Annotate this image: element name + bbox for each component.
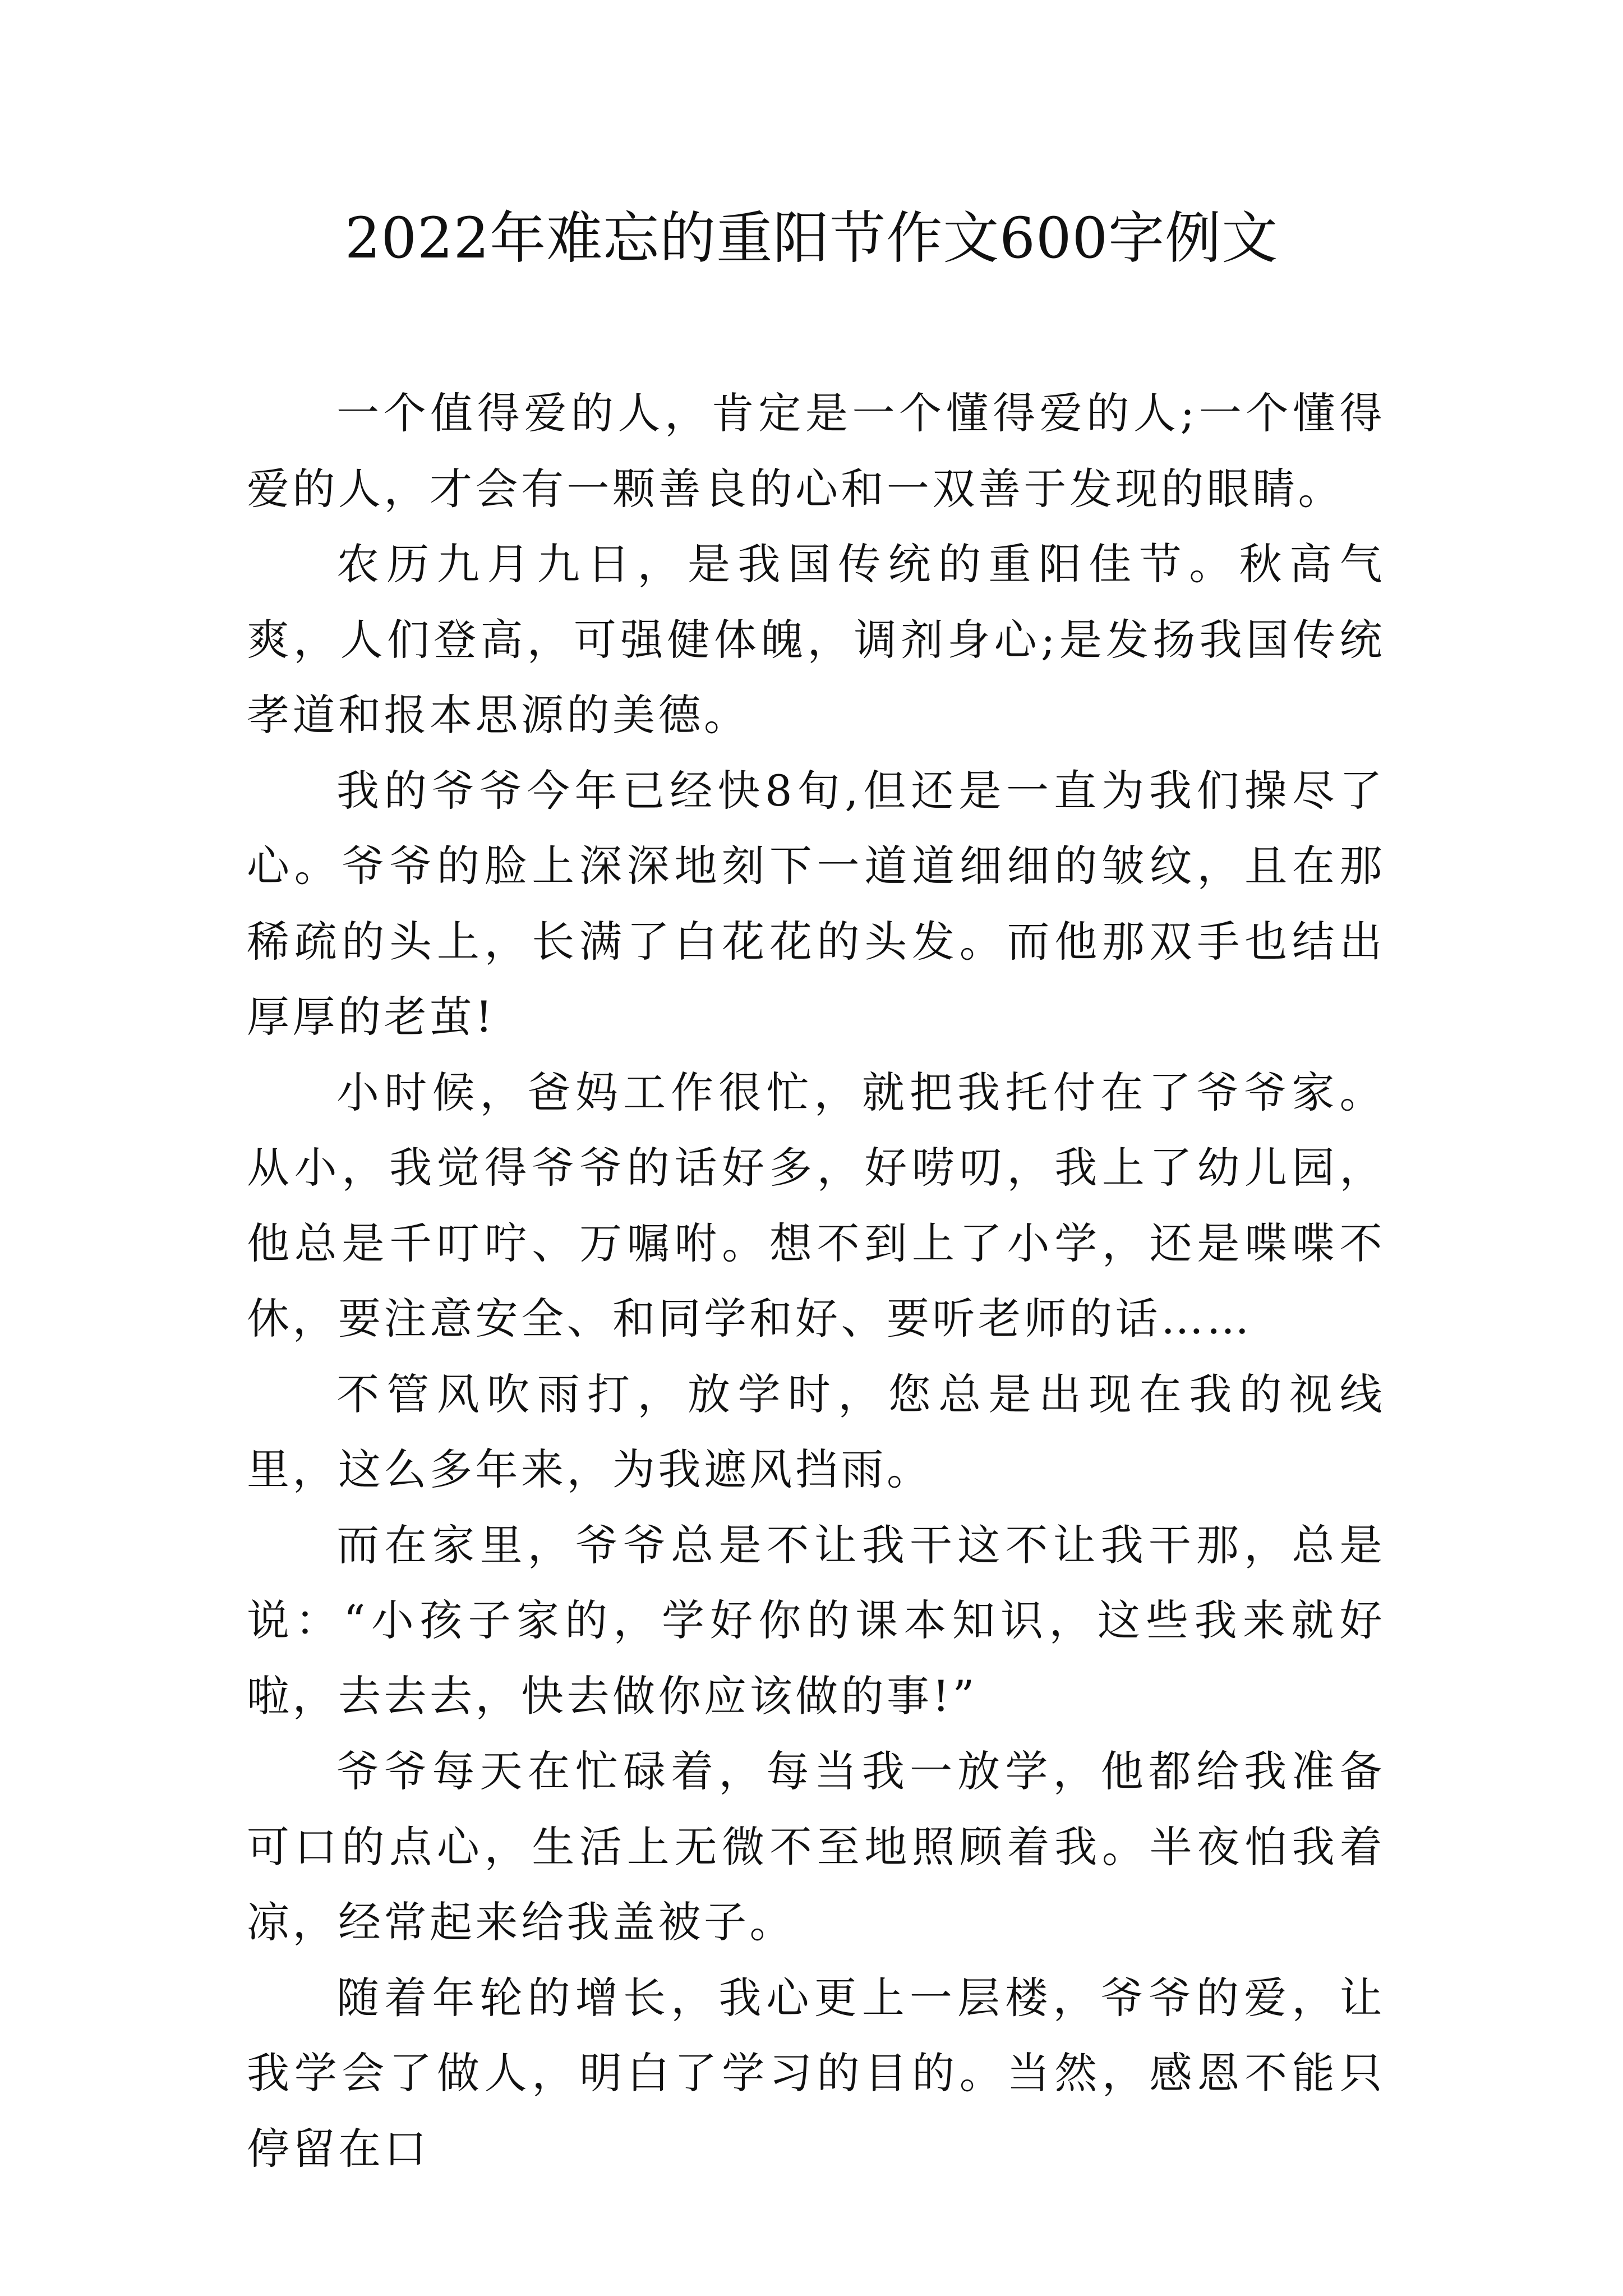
- paragraph: 不管风吹雨打，放学时，您总是出现在我的视线里，这么多年来，为我遮风挡雨。: [247, 1369, 1385, 1494]
- paragraph: 我的爷爷今年已经快8旬,但还是一直为我们操尽了心。爷爷的脸上深深地刻下一道道细细的皱纹，且在那稀疏的头上，长满了白花花的头发。而他那双手也结出厚厚的老茧!: [247, 765, 1385, 1042]
- document-title: 2022年难忘的重阳节作文600字例文: [344, 205, 1279, 271]
- paragraph: 随着年轮的增长，我心更上一层楼，爷爷的爱，让我学会了做人，明白了学习的目的。当然，感恩不能只停留在口: [247, 1972, 1385, 2174]
- paragraph: 而在家里，爷爷总是不让我干这不让我干那，总是说：“小孩子家的，学好你的课本知识，这些我来就好啦，去去去，快去做你应该做的事!”: [247, 1520, 1385, 1721]
- document-body: [247, 376, 1385, 2187]
- paragraph: 农历九月九日，是我国传统的重阳佳节。秋高气爽，人们登高，可强健体魄，调剂身心;是发扬我国传统孝道和报本思源的美德。: [247, 539, 1385, 740]
- paragraph: 爷爷每天在忙碌着，每当我一放学，他都给我准备可口的点心，生活上无微不至地照顾着我。半夜怕我着凉，经常起来给我盖被子。: [247, 1746, 1385, 1947]
- paragraph: 小时候，爸妈工作很忙，就把我托付在了爷爷家。从小，我觉得爷爷的话好多，好唠叨，我上了幼儿园，他总是千叮咛、万嘱咐。想不到上了小学，还是喋喋不休，要注意安全、和同学和好、要听老师的话……: [247, 1067, 1385, 1343]
- paragraph: 一个值得爱的人，肯定是一个懂得爱的人;一个懂得爱的人，才会有一颗善良的心和一双善于发现的眼睛。: [247, 388, 1385, 514]
